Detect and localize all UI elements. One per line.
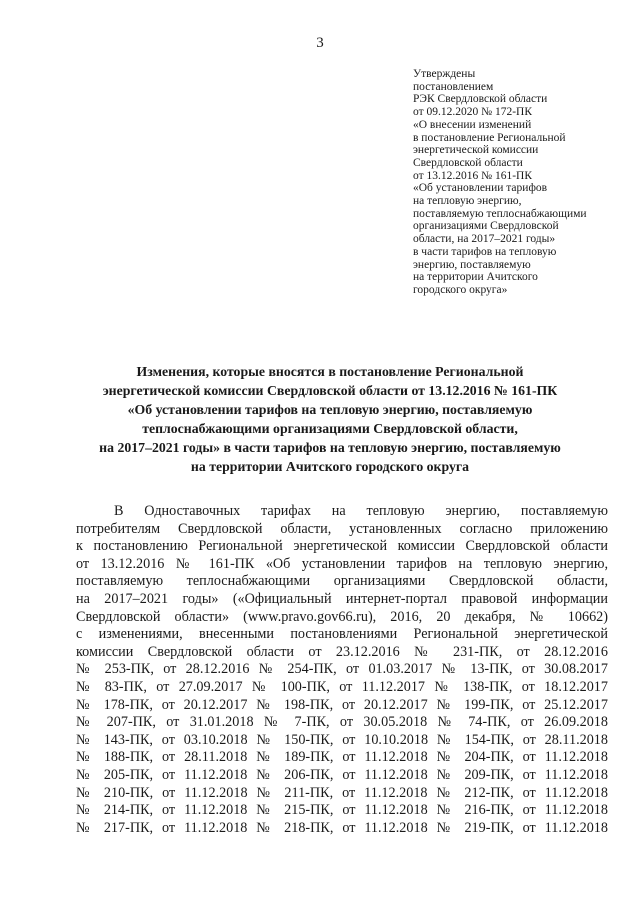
title-line: теплоснабжающими организациями Свердловской области, [142, 421, 518, 436]
approval-line: на тепловую энергию, [413, 195, 522, 208]
approval-line: области, на 2017–2021 годы» [413, 233, 556, 246]
approval-line: поставляемую теплоснабжающими [413, 207, 587, 220]
body-line: № 205-ПК, от 11.12.2018 № 206-ПК, от 11.12.2018 № 209-ПК, от 11.12.2018 [76, 766, 608, 783]
approval-line: городского округа» [413, 283, 508, 296]
approval-line: постановлением [413, 80, 494, 93]
body-line: № 83-ПК, от 27.09.2017 № 100-ПК, от 11.12.2017 № 138-ПК, от 18.12.2017 [76, 678, 608, 695]
approval-line: Свердловской области [413, 156, 523, 169]
body-line: поставляемую теплоснабжающими организациями Свердловской области, [76, 573, 608, 590]
body-line: на 2017–2021 годы» («Официальный интернет-портал правовой информации [76, 590, 608, 607]
body-line: комиссии Свердловской области от 23.12.2016 № 231-ПК, от 28.12.2016 [76, 643, 608, 660]
approval-line: энергию, поставляемую [413, 258, 531, 271]
body-line: Свердловской области» (www.pravo.gov66.ru), 2016, 20 декабря, № 10662) [76, 608, 608, 625]
body-line: потребителям Свердловской области, установленных согласно приложению [76, 520, 608, 537]
body-line: № 207-ПК, от 31.01.2018 № 7-ПК, от 30.05.2018 № 74-ПК, от 26.09.2018 [76, 714, 608, 731]
body-line: № 143-ПК, от 03.10.2018 № 150-ПК, от 10.10.2018 № 154-ПК, от 28.11.2018 [76, 731, 608, 748]
body-line: № 178-ПК, от 20.12.2017 № 198-ПК, от 20.12.2017 № 199-ПК, от 25.12.2017 [76, 696, 608, 713]
approval-line: Утверждены [413, 68, 476, 80]
body-line: № 217-ПК, от 11.12.2018 № 218-ПК, от 11.12.2018 № 219-ПК, от 11.12.2018 [76, 819, 608, 836]
title-line: на 2017–2021 годы» в части тарифов на тепловую энергию, поставляемую [99, 440, 561, 455]
body-line: № 210-ПК, от 11.12.2018 № 211-ПК, от 11.12.2018 № 212-ПК, от 11.12.2018 [76, 784, 608, 801]
approval-line: организациями Свердловской [413, 220, 559, 233]
page-number: 3 [316, 35, 324, 51]
body-line: к постановлению Региональной энергетической комиссии Свердловской области [76, 538, 608, 555]
title-line: «Об установлении тарифов на тепловую энергию, поставляемую [127, 402, 533, 417]
body-line: с изменениями, внесенными постановлениями Региональной энергетической [76, 626, 608, 643]
body-line: № 188-ПК, от 28.11.2018 № 189-ПК, от 11.12.2018 № 204-ПК, от 11.12.2018 [76, 749, 608, 766]
approval-line: на территории Ачитского [413, 271, 538, 284]
approval-line: от 13.12.2016 № 161-ПК [413, 169, 533, 182]
approval-line: «Об установлении тарифов [413, 182, 548, 195]
title-line: энергетической комиссии Свердловской области от 13.12.2016 № 161-ПК [102, 383, 558, 398]
body-line: В Одноставочных тарифах на тепловую энергию, поставляемую [114, 503, 608, 519]
title-line: на территории Ачитского городского округа [190, 459, 470, 474]
body-paragraph [76, 503, 608, 837]
approval-block [413, 68, 628, 297]
title-line: Изменения, которые вносятся в постановление Региональной [136, 364, 524, 379]
approval-line: энергетической комиссии [413, 144, 539, 157]
approval-line: от 09.12.2020 № 172-ПК [413, 106, 533, 119]
body-line: № 214-ПК, от 11.12.2018 № 215-ПК, от 11.12.2018 № 216-ПК, от 11.12.2018 [76, 802, 608, 819]
approval-line: РЭК Свердловской области [413, 93, 548, 106]
body-line: от 13.12.2016 № 161-ПК «Об установлении тарифов на тепловую энергию, [76, 555, 608, 572]
body-line: № 253-ПК, от 28.12.2016 № 254-ПК, от 01.03.2017 № 13-ПК, от 30.08.2017 [76, 661, 608, 678]
approval-line: в части тарифов на тепловую [413, 245, 557, 258]
approval-line: в постановление Региональной [413, 131, 566, 144]
approval-line: «О внесении изменений [413, 118, 532, 131]
document-title [60, 362, 600, 476]
